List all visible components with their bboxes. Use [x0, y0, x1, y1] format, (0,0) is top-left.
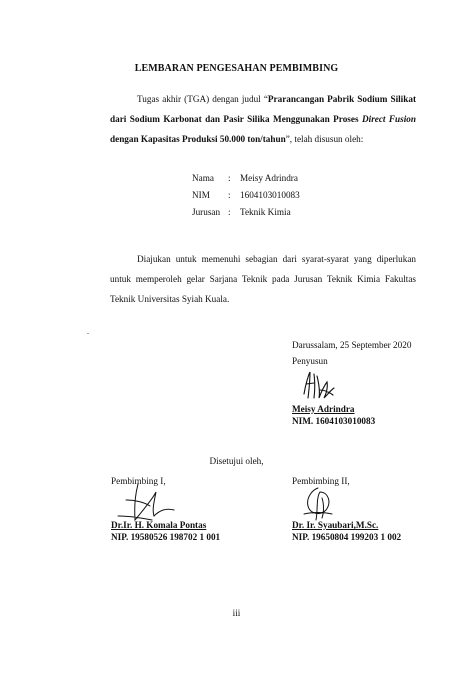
approved-label: Disetujui oleh,: [209, 456, 264, 466]
supervisor2-role: Pembimbing II,: [292, 476, 350, 486]
identity-value: 1604103010083: [240, 190, 300, 200]
identity-row: [192, 207, 300, 224]
supervisor2-nip: NIP. 19650804 199203 1 002: [292, 532, 402, 542]
supervisor2-name: Dr. Ir. Syaubari,M.Sc.: [292, 520, 379, 530]
identity-label: Nama: [192, 173, 214, 183]
thesis-title-part1: Prarancangan Pabrik Sodium Silikat dari Sodium Karbonat dan Pasir Silika Menggunakan Proses: [110, 94, 416, 124]
identity-row: [192, 190, 300, 207]
intro-suffix: ”, telah disusun oleh:: [285, 134, 364, 144]
identity-label: Jurusan: [192, 207, 221, 217]
supervisor1-name: Dr.Ir. H. Komala Pontas: [111, 520, 207, 530]
supervisor1-nip: NIP. 19580526 198702 1 001: [111, 532, 221, 542]
intro-prefix: Tugas akhir (TGA) dengan judul “: [137, 94, 268, 104]
page-title: LEMBARAN PENGESAHAN PEMBIMBING: [134, 63, 339, 74]
colon: :: [228, 173, 231, 183]
identity-block: [192, 173, 300, 224]
page-number: iii: [232, 608, 241, 618]
author-signature-icon: [300, 368, 340, 404]
colon: :: [228, 207, 231, 217]
identity-value: Meisy Adrindra: [240, 173, 298, 183]
place-date: Darussalam, 25 September 2020: [292, 340, 412, 350]
identity-row: [192, 173, 300, 190]
author-nim: NIM. 1604103010083: [292, 416, 376, 426]
purpose-paragraph: [110, 249, 416, 309]
thesis-title-italic: Direct Fusion: [362, 114, 417, 124]
intro-paragraph: [110, 89, 416, 149]
colon: :: [228, 190, 231, 200]
supervisor2-signature-icon: [296, 484, 346, 524]
identity-value: Teknik Kimia: [240, 207, 291, 217]
stray-dot: .: [87, 327, 89, 336]
supervisor1-role: Pembimbing I,: [111, 476, 166, 486]
identity-label: NIM: [192, 190, 210, 200]
author-name: Meisy Adrindra: [292, 404, 355, 414]
purpose-text: Diajukan untuk memenuhi sebagian dari syarat-syarat yang diperlukan untuk memperoleh gelar Sarjana Teknik pada Jurusan Teknik Kimia Fakultas Teknik Universitas Syiah Kuala.: [110, 254, 416, 304]
author-role: Penyusun: [292, 356, 328, 366]
thesis-title-part2: dengan Kapasitas Produksi 50.000 ton/tahun: [110, 134, 286, 144]
